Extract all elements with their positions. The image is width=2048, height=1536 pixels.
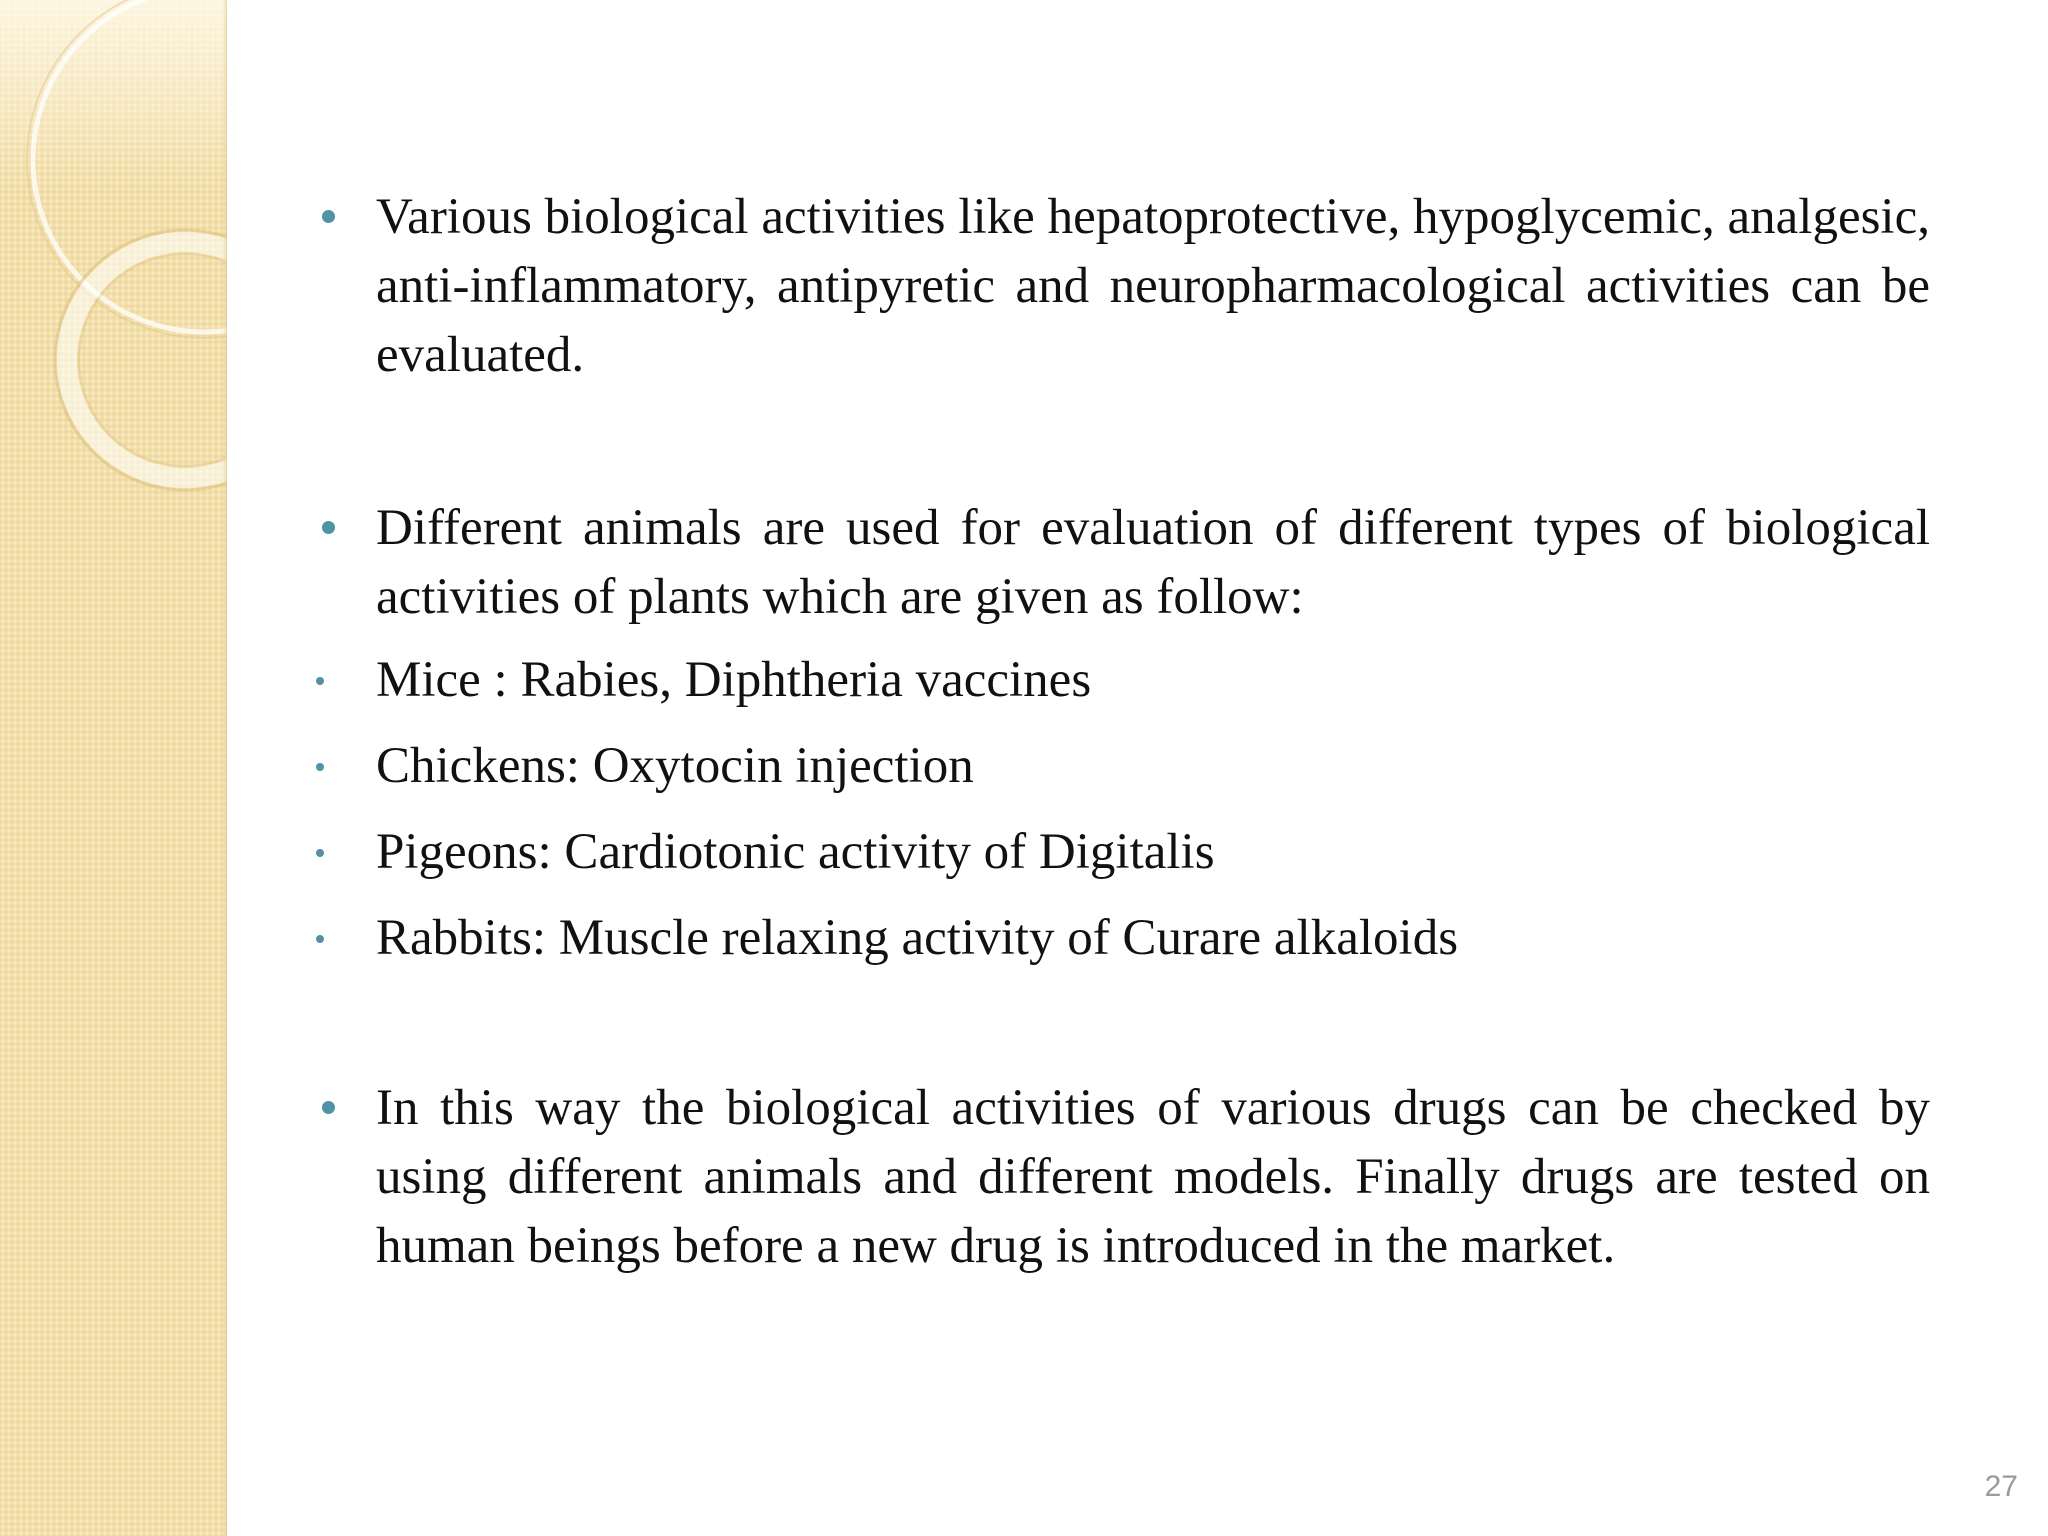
bullet-different-animals: Different animals are used for evaluation of different types of biological activities of plants which are given as follow: — [376, 500, 1930, 625]
bullet-marker — [322, 521, 335, 534]
bullet-biological-activities: Various biological activities like hepatoprotective, hypoglycemic, analgesic, anti-inflammatory, antipyretic and neuropharmacological activities can be evaluated. — [376, 189, 1930, 383]
bullet-marker — [322, 1101, 335, 1114]
sub-bullet-marker — [316, 677, 324, 685]
sub-bullet-marker — [316, 849, 324, 857]
bullet-mice: Mice : Rabies, Diphtheria vaccines — [376, 652, 1092, 708]
page-number: 27 — [1984, 1470, 2018, 1503]
decorative-rings-icon — [0, 0, 227, 1536]
bullet-conclusion: In this way the biological activities of various drugs can be checked by using different animals and different models. Finally drugs are tested on human beings before a new drug is introduced in the market. — [376, 1080, 1930, 1274]
decorative-side-panel — [0, 0, 227, 1536]
bullet-rabbits: Rabbits: Muscle relaxing activity of Curare alkaloids — [376, 910, 1459, 966]
sub-bullet-marker — [316, 935, 324, 943]
bullet-chickens: Chickens: Oxytocin injection — [376, 738, 974, 794]
sub-bullet-marker — [316, 763, 324, 771]
side-panel-edge — [223, 0, 227, 1536]
bullet-marker — [322, 210, 335, 223]
bullet-pigeons: Pigeons: Cardiotonic activity of Digitalis — [376, 824, 1215, 880]
